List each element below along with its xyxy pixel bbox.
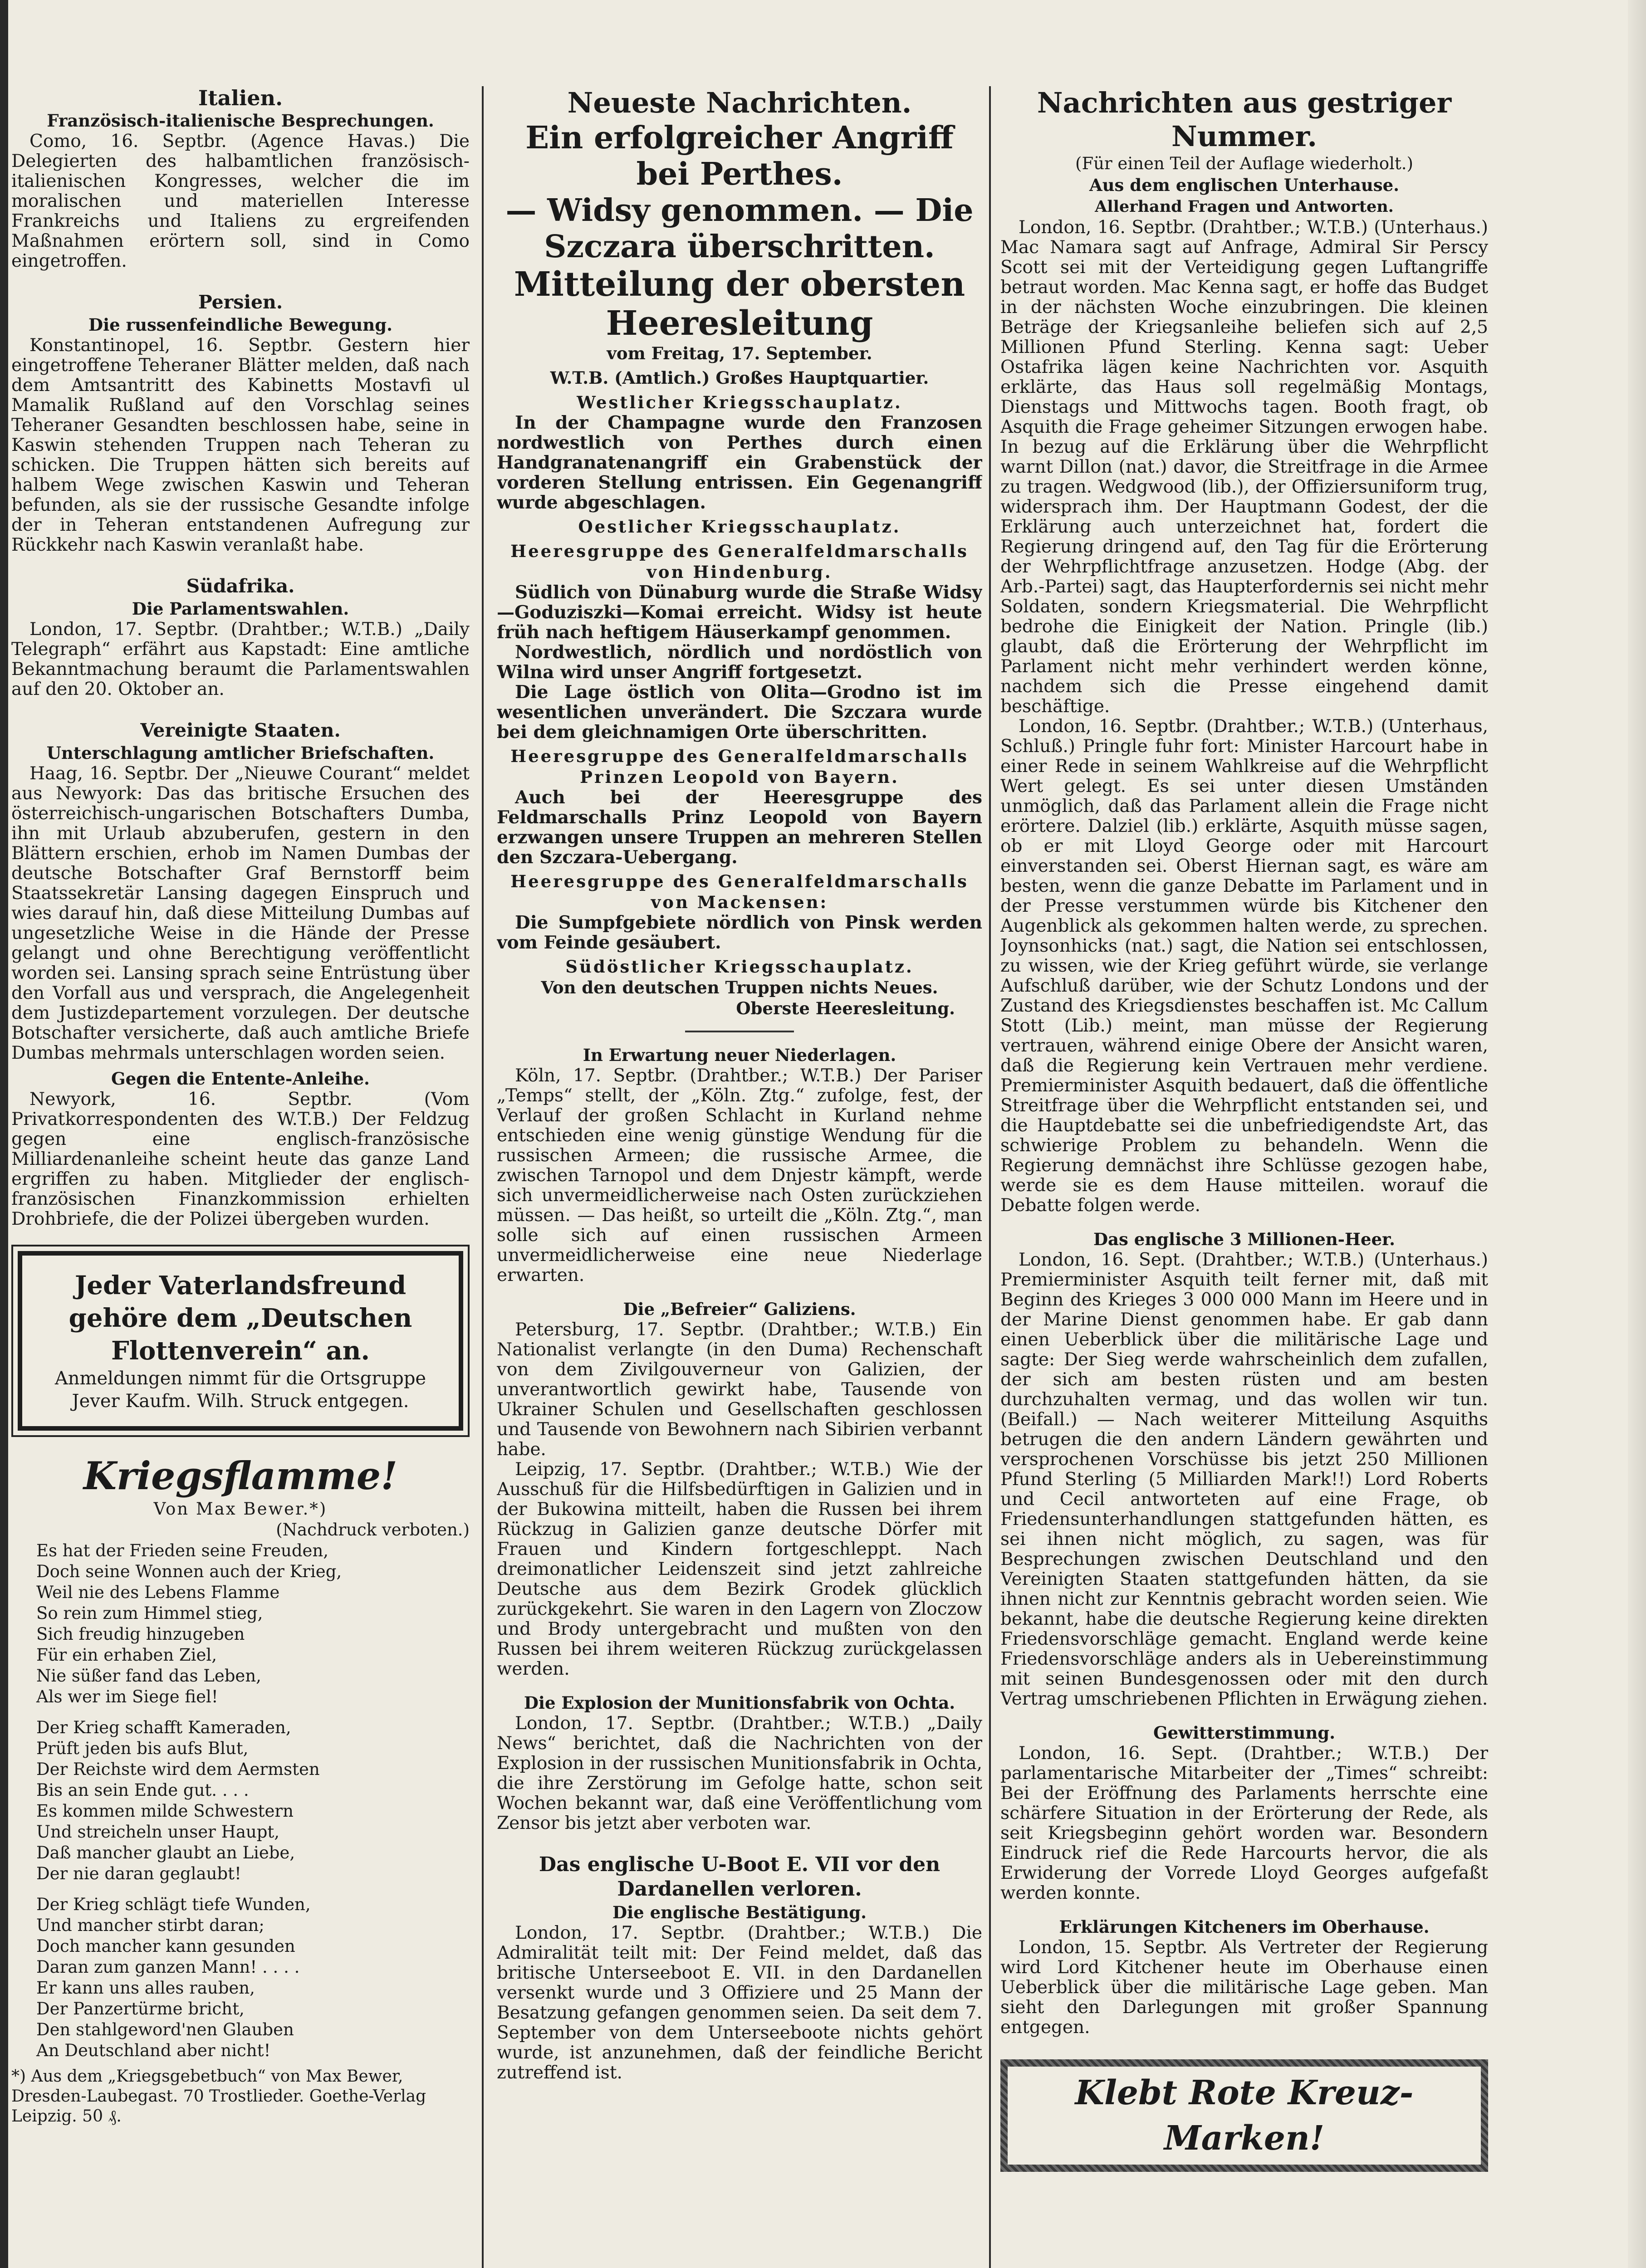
poem-line: Den stahlgeword'nen Glauben xyxy=(36,2020,294,2039)
subheading-anleihe: Gegen die Entente-Anleihe. xyxy=(111,1069,370,1089)
column-rule-left xyxy=(482,86,484,2268)
poem-line: Der Reichste wird dem Aermsten xyxy=(36,1760,320,1779)
heading-unterhaus: Aus dem englischen Unterhause. xyxy=(1089,175,1400,195)
signature-heeresleitung: Oberste Heeresleitung. xyxy=(736,998,955,1018)
left-column xyxy=(11,86,470,2268)
heading-kitchener: Erklärungen Kitcheners im Oberhause. xyxy=(1059,1917,1430,1937)
heading-fragen: Allerhand Fragen und Antworten. xyxy=(1095,197,1394,216)
poem-line: Daran zum ganzen Mann! . . . . xyxy=(36,1957,300,1977)
heading-uboot: Das englische U-Boot E. VII vor den Dardanellen verloren. xyxy=(539,1853,941,1901)
heading-erwartung: In Erwartung neuer Niederlagen. xyxy=(583,1045,896,1065)
article-persien: Konstantinopel, 16. Septbr. Gestern hier eingetroffene Teheraner Blätter melden, daß nach dem Amtsantritt des Kabinetts Mostavfi ul Mamalik Rußland auf den Vorschlag seines Teheraner Gesandten beschlossen habe, seine in Kaswin stehenden Truppen nach Teheran zu schicken. Die Truppen hätten sich bereits auf halbem Wege zwischen Kaswin und Teheran befunden, als sie der russische Gesandte infolge der in Teheran entstandenen Aufregung zur Rückkehr nach Kaswin veranlaßt habe. xyxy=(11,335,470,555)
heading-befreier: Die „Befreier“ Galiziens. xyxy=(623,1299,856,1319)
article-befreier-2: Leipzig, 17. Septbr. (Drahtber.; W.T.B.) Wie der Ausschuß für die Hilfsbedürftigen in Galizien und in der Bukowina mitteilt, haben die Russen bei ihrem Rückzug in Galizien ganze deutsche Dörfer mit Frauen und Kindern fortgeschleppt. Nach dreimonatlicher Leidenszeit sind jetzt zahlreiche Deutsche aus dem Bezirk Grodek glücklich zurückgekehrt. Sie waren in den Lagern von Zloczow und Brody untergebracht und mußten von den Russen bei ihrem weiteren Rückzug zurückgelassen werden. xyxy=(497,1459,982,1679)
section-heading-usa: Vereinigte Staaten. xyxy=(140,719,341,741)
article-erwartung: Köln, 17. Septbr. (Drahtber.; W.T.B.) Der Pariser „Temps“ stellt, der „Köln. Ztg.“ zufolge, fest, der Verlauf der großen Schlacht in Kurland nehme entschieden eine wenig günstige Wendung für die russischen Armeen; die russische Armee, die zwischen Tarnopol und dem Dnjestr kämpft, werde sich unvermeidlicherweise nach Osten zurückziehen müssen. — Das heißt, so urteilt die „Köln. Ztg.“, man solle sich auf einen russischen Armeen unvermeidlicherweise eine neue Niederlage erwarten. xyxy=(497,1066,982,1286)
poem-line: Daß mancher glaubt an Liebe, xyxy=(36,1843,295,1862)
article-italien: Como, 16. Septbr. (Agence Havas.) Die Delegierten des halbamtlichen französisch-italienischen Kongresses, welcher die im moralischen und materiellen Interesse Frankreichs und Italiens zu ergreifenden Maßnahmen erörtern soll, sind in Como eingetroffen. xyxy=(11,131,470,271)
heading-gewitter: Gewitterstimmung. xyxy=(1153,1723,1336,1743)
masthead-gestrige-nummer: Nachrichten aus gestriger Nummer. xyxy=(1037,86,1452,153)
headline-heeresleitung: Mitteilung der obersten Heeresleitung xyxy=(514,265,965,343)
page-binding-edge xyxy=(0,0,8,2268)
section-heading-italien: Italien. xyxy=(198,86,283,110)
section-heading-suedafrika: Südafrika. xyxy=(186,575,295,597)
poem-line: Der Krieg schafft Kameraden, xyxy=(36,1718,291,1737)
subheading-uboot: Die englische Bestätigung. xyxy=(612,1902,867,1922)
report-hindenburg-1: Südlich von Dünaburg wurde die Straße Widsy—Goduziszki—Komai erreicht. Widsy ist heute früh nach heftigem Häuserkampf genommen. xyxy=(497,582,982,643)
headline-widsy: — Widsy genommen. — Die Szczara überschritten. xyxy=(505,192,974,265)
article-heer: London, 16. Sept. (Drahtber.; W.T.B.) (Unterhaus.) Premierminister Asquith teilt ferner mit, daß mit Beginn des Krieges 3 000 000 Mann im Heere und in der Marine Dienst genommen habe. Er gab dann einen Ueberblick über die militärische Lage und sagte: Der Sieg werde wahrscheinlich dem zufallen, der sich am besten rüsten und am besten durchzuhalten vermag, und das wollen wir tun. (Beifall.) — Nach weiterer Mitteilung Asquiths betrugen die den andern Ländern gewährten und versprochenen Vorschüsse bis jetzt 250 Millionen Pfund Sterling (5 Milliarden Mark!!) Lord Roberts und Cecil antworteten auf eine Frage, ob Friedensunterhandlungen stattgefunden hätten, es sei ihnen nicht möglich, zu sagen, was für Besprechungen zwischen Deutschland und den Vereinigten Staaten stattgefunden hätten, da sie ihnen nicht zur Kenntnis gebracht worden seien. Wie bekannt, habe die deutsche Regierung keine direkten Friedensvorschläge gemacht. England werde keine Friedensvorschläge anders als in Uebereinstimmung mit seinen Bundesgenossen oder mit den durch Vertrag umschriebenen Pflichten in Erwägung ziehen. xyxy=(1000,1250,1488,1709)
article-fragen-1: London, 16. Septbr. (Drahtber.; W.T.B.) (Unterhaus.) Mac Namara sagt auf Anfrage, Admiral Sir Perscy Scott sei mit der Verteidigung gegen Luftangriffe betraut worden. Mac Kenna sagt, er hoffe das Budget in der nächsten Woche einzubringen. Die kleinen Beträge der Kriegsanleihe beliefen sich auf 2,5 Millionen Pfund Sterling. Kenna sagt: Ueber Ostafrika lägen keine Nachrichten vor. Asquith erklärte, das Haus soll regelmäßig Montags, Dienstags und Mittwochs tagen. Booth fragt, ob Asquith die Frage geheimer Sitzungen erwogen habe. In bezug auf die Erklärung über die Wehrpflicht warnt Dillon (nat.) davor, die Streitfrage in die Armee zu tragen. Wedgwood (lib.), der Offiziersuniform trug, widersprach ihm. Der Hauptmann Godest, der die Erklärung auch unterzeichnet hat, fordert die Regierung dringend auf, den Tag für die Erörterung der Wehrpflichtfrage anzusetzen. Hodge (Abg. der Arb.-Partei) sagt, das Haupterfordernis sei nicht mehr Soldaten, sondern Kriegsmaterial. Die Wehrpflicht bedrohe die Einigkeit der Nation. Pringle (lib.) glaubt, daß die Erörterung der Wehrpflicht im Parlament nicht mehr verhindert werden könne, nachdem sich die Presse eingehend damit beschäftige. xyxy=(1000,217,1488,717)
poem-line: Weil nie des Lebens Flamme xyxy=(36,1583,280,1602)
report-southeastern: Von den deutschen Truppen nichts Neues. xyxy=(541,978,938,997)
section-heading-persien: Persien. xyxy=(198,291,283,313)
wtb-line: W.T.B. (Amtlich.) Großes Hauptquartier. xyxy=(550,368,929,388)
middle-column xyxy=(497,86,982,2268)
stanza-gap xyxy=(36,1707,470,1717)
section-divider xyxy=(685,1031,794,1032)
subheading-suedafrika: Die Parlamentswahlen. xyxy=(132,599,349,619)
subheading-italien: Französisch-italienische Besprechungen. xyxy=(47,111,434,131)
article-ochta: London, 17. Septbr. (Drahtber.; W.T.B.) „Daily News“ berichtet, daß die Nachrichten von der Explosion in der russischen Munitionsfabrik in Ochta, die ihre Zerstörung im Gefolge hatte, schon seit Wochen bekannt war, daß eine Veröffentlichung vom Zensor bis jetzt aber verboten war. xyxy=(497,1713,982,1833)
poem-line: Der Panzertürme bricht, xyxy=(36,1999,245,2019)
poem-line: Der Krieg schlägt tiefe Wunden, xyxy=(36,1895,311,1914)
poem-line: Für ein erhaben Ziel, xyxy=(36,1645,217,1665)
report-hindenburg-3: Die Lage östlich von Olita—Grodno ist im wesentlichen unverändert. Die Szczara wurde bei dem gleichnamigen Orte überschritten. xyxy=(497,682,982,743)
heading-western-front: Westlicher Kriegsschauplatz. xyxy=(577,392,902,412)
poem-author: Von Max Bewer.*) xyxy=(153,1499,328,1519)
article-usa: Haag, 16. Septbr. Der „Nieuwe Courant“ meldet aus Newyork: Das das britische Ersuchen des österreichisch-ungarischen Botschafters Dumba, ihn mit Urlaub abzuberufen, gestern in den Blättern erschien, erhob im Namen Dumbas der deutsche Botschafter Graf Bernstorff beim Staatssekretär Lansing dagegen Einspruch und wies darauf hin, daß diese Mitteilung Dumbas auf ungesetzliche Weise in die Hände der Presse gelangt und ohne Berechtigung veröffentlicht worden sei. Lansing sprach seine Entrüstung über den Vorfall aus und versprach, die Angelegenheit dem Justizdepartement vorzulegen. Der deutsche Botschafter versicherte, daß auch amtliche Briefe Dumbas mehrmals unterschlagen worden seien. xyxy=(11,763,470,1063)
poem-line: Und mancher stirbt daran; xyxy=(36,1916,265,1935)
heading-southeastern-front: Südöstlicher Kriegsschauplatz. xyxy=(565,957,914,977)
ad-body: Anmeldungen nimmt für die Ortsgruppe Jever Kaufm. Wilh. Struck entgegen. xyxy=(54,1368,426,1412)
dateline: vom Freitag, 17. September. xyxy=(607,343,872,363)
rotes-kreuz-advertisement xyxy=(1000,2059,1488,2172)
report-western-front: In der Champagne wurde den Franzosen nordwestlich von Perthes durch einen Handgranatenangriff ein Grabenstück der vorderen Stellung entrissen. Ein Gegenangriff wurde abgeschlagen. xyxy=(497,412,982,513)
rotes-kreuz-slogan: Klebt Rote Kreuz-Marken! xyxy=(1008,2067,1481,2165)
poem-line: Nie süßer fand das Leben, xyxy=(36,1666,261,1686)
poem-line: Es hat der Frieden seine Freuden, xyxy=(36,1541,329,1560)
right-column xyxy=(1000,86,1488,2268)
column-rule-right xyxy=(989,86,991,2268)
reprint-note: (Nachdruck verboten.) xyxy=(276,1520,470,1540)
poem-body xyxy=(11,1540,470,2061)
heading-mackensen: Heeresgruppe des Generalfeldmarschalls von Mackensen: xyxy=(510,871,969,912)
poem-line: Sich freudig hinzugeben xyxy=(36,1624,245,1644)
report-mackensen: Die Sumpfgebiete nördlich von Pinsk werden vom Feinde gesäubert. xyxy=(497,912,982,953)
article-uboot: London, 17. Septbr. (Drahtber.; W.T.B.) Die Admiralität teilt mit: Der Feind meldet, daß das britische Unterseeboot E. VII. in den Dardanellen versenkt wurde und 3 Offiziere und 25 Mann der Besatzung gefangen genommen seien. Da seit dem 7. September von dem Unterseeboote nichts gehört wurde, ist anzunehmen, daß der feindliche Bericht zutreffend ist. xyxy=(497,1923,982,2083)
article-suedafrika: London, 17. Septbr. (Drahtber.; W.T.B.) „Daily Telegraph“ erfährt aus Kapstadt: Eine amtliche Bekanntmachung beraumt die Parlamentswahlen auf den 20. Oktober an. xyxy=(11,619,470,699)
poem-line: Doch seine Wonnen auch der Krieg, xyxy=(36,1562,342,1581)
article-kitchener: London, 15. Septbr. Als Vertreter der Regierung wird Lord Kitchener heute im Oberhause einen Ueberblick über die militärische Lage geben. Man sieht den Darlegungen mit großer Spannung entgegen. xyxy=(1000,1937,1488,2038)
article-anleihe: Newyork, 16. Septbr. (Vom Privatkorrespondenten des W.T.B.) Der Feldzug gegen eine englisch-französische Milliardenanleihe scheint heute das ganze Land ergriffen zu haben. Mitglieder der englisch-französischen Finanzkommission erhielten Drohbriefe, die der Polizei übergeben wurden. xyxy=(11,1089,470,1229)
poem-line: An Deutschland aber nicht! xyxy=(36,2041,271,2060)
poem-line: Der nie daran geglaubt! xyxy=(36,1864,241,1883)
stanza-gap xyxy=(36,1884,470,1894)
article-gewitter: London, 16. Sept. (Drahtber.; W.T.B.) Der parlamentarische Mitarbeiter der „Times“ schreibt: Bei der Eröffnung des Parlaments herrschte eine schärfere Situation in der Erörterung der Rede, als seit Kriegsbeginn gehört worden war. Besondern Eindruck rief die Rede Harcourts hervor, die als Erwiderung der Vorrede Lloyd Georges aufgefaßt werden konnte. xyxy=(1000,1743,1488,1903)
subheading-usa: Unterschlagung amtlicher Briefschaften. xyxy=(46,743,435,763)
report-leopold: Auch bei der Heeresgruppe des Feldmarschalls Prinz Leopold von Bayern erzwangen unsere Truppen an mehreren Stellen den Szczara-Uebergang. xyxy=(497,787,982,868)
poem-line: Prüft jeden bis aufs Blut, xyxy=(36,1739,249,1758)
poem-line: Als wer im Siege fiel! xyxy=(36,1687,218,1706)
heading-ochta: Die Explosion der Munitionsfabrik von Ochta. xyxy=(524,1693,955,1713)
poem-line: Doch mancher kann gesunden xyxy=(36,1936,295,1956)
poem-footnote: *) Aus dem „Kriegsgebetbuch“ von Max Bewer, Dresden-Laubegast. 70 Trostlieder. Goethe-Verlag Leipzig. 50 ₰. xyxy=(11,2067,426,2126)
heading-eastern-front: Oestlicher Kriegsschauplatz. xyxy=(578,517,901,537)
poem-line: So rein zum Himmel stieg, xyxy=(36,1603,263,1623)
report-hindenburg-2: Nordwestlich, nördlich und nordöstlich von Wilna wird unser Angriff fortgesetzt. xyxy=(497,642,982,683)
poem-line: Es kommen milde Schwestern xyxy=(36,1801,294,1821)
page-margin-edge xyxy=(1628,0,1646,2268)
subheading-persien: Die russenfeindliche Bewegung. xyxy=(88,315,392,335)
article-befreier-1: Petersburg, 17. Septbr. (Drahtber.; W.T.B.) Ein Nationalist verlangte (in den Duma) Rechenschaft von dem Zivilgouverneur von Galizien, der unverantwortlich gewirkt habe, Tausende von Ukrainer Schulen und Gesellschaften geschlossen und Tausende von Bewohnern nach Sibirien verbannt habe. xyxy=(497,1320,982,1460)
heading-leopold: Heeresgruppe des Generalfeldmarschalls Prinzen Leopold von Bayern. xyxy=(510,746,969,787)
masthead-neueste-nachrichten: Neueste Nachrichten. xyxy=(567,86,912,119)
poem-title: Kriegsflamme! xyxy=(83,1453,398,1498)
headline-perthes: Ein erfolgreicher Angriff bei Perthes. xyxy=(525,120,954,192)
repeat-note: (Für einen Teil der Auflage wiederholt.) xyxy=(1075,154,1413,173)
poem-line: Bis an sein Ende gut. . . . xyxy=(36,1780,249,1800)
heading-hindenburg: Heeresgruppe des Generalfeldmarschalls von Hindenburg. xyxy=(510,541,969,582)
poem-line: Er kann uns alles rauben, xyxy=(36,1978,255,1998)
flottenverein-advertisement xyxy=(11,1245,470,1437)
poem-line: Und streicheln unser Haupt, xyxy=(36,1822,280,1842)
heading-heer: Das englische 3 Millionen-Heer. xyxy=(1093,1229,1396,1249)
article-fragen-2: London, 16. Septbr. (Drahtber.; W.T.B.) (Unterhaus, Schluß.) Pringle fuhr fort: Minister Harcourt habe in einer Rede in seinem Wahlkreise auf die Wehrpflicht Wert gelegt. Es sei unter diesen Umständen unmöglich, daß das Parlament allein die Frage nicht erörtere. Dalziel (lib.) erklärte, Asquith müsse sagen, ob er mit Lloyd George oder mit Harcourt einverstanden sei. Oberst Hiernan sagt, es wäre am besten, wenn die ganze Debatte im Parlament und in der Presse verstummen würde bis Kitchener den Augenblick als gekommen halten werde, zu sprechen. Joynsonhicks (nat.) sagt, die Nation sei entschlossen, zu wissen, wie der Krieg geführt würde, sie verlange Aufschluß darüber, wie der Schutz Londons und der Zustand des Kriegsdienstes beschaffen ist. Mc Callum Stott (Lib.) meint, man müsse der Regierung vertrauen, während einige Obere der Ansicht waren, daß die Regierung kein Vertrauen mehr verdiene. Premierminister Asquith bedauert, daß die öffentliche Streitfrage über die Wehrpflicht entstanden sei, und die Hauptdebatte sei die unbefriedigendste Art, das schwierige Problem zu behandeln. Wenn die Regierung demnächst ihre Schlüsse gezogen habe, werde sie es dem Hause mitteilen. worauf die Debatte folgen werde. xyxy=(1000,716,1488,1216)
ad-headline: Jeder Vaterlandsfreund gehöre dem „Deutschen Flottenverein“ an. xyxy=(69,1271,412,1366)
